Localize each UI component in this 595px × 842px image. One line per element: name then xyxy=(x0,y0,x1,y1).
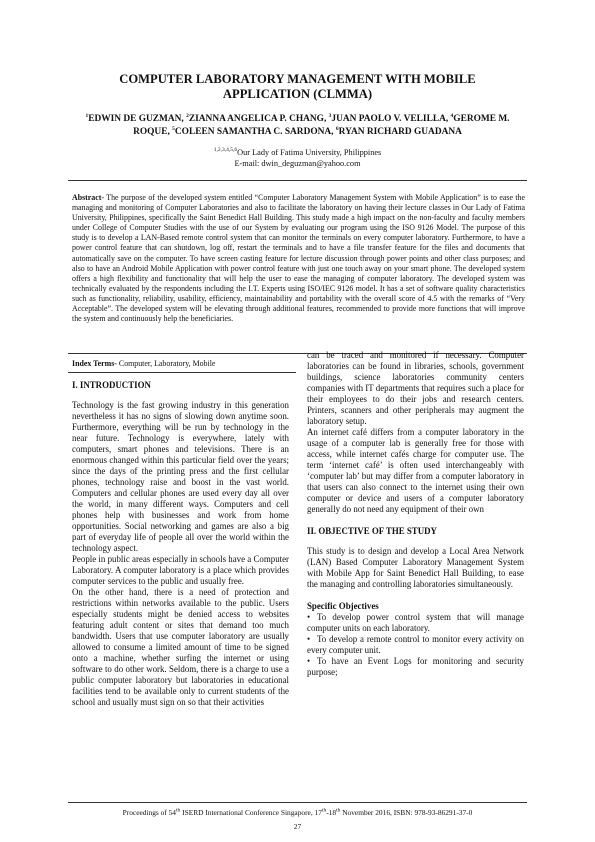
page-number: 27 xyxy=(293,822,302,831)
bullet-icon: • xyxy=(307,612,311,622)
intro-paragraph-2: People in public areas especially in schools have a Computer Laboratory. A computer laboratory is a place which provides computer services to the public and usually free. xyxy=(72,554,289,586)
author-list xyxy=(70,113,525,138)
abstract-label: Abstract- xyxy=(72,193,104,202)
section-heading-objective: II. OBJECTIVE OF THE STUDY xyxy=(307,526,437,536)
affiliation-email: E-mail: dwin_deguzman@yahoo.com xyxy=(234,159,361,168)
author-5-index: 5 xyxy=(172,125,175,132)
author-6: RYAN RICHARD GUADANA xyxy=(338,126,462,137)
index-terms-rule xyxy=(68,372,296,373)
right-column xyxy=(307,350,524,678)
footer-sup-1: th xyxy=(176,807,181,814)
bullet-icon: • xyxy=(307,656,311,666)
objective-bullet-text: To develop power control system that will manage computer units on each laboratory. xyxy=(307,612,524,633)
left-column xyxy=(72,380,289,708)
abstract-top-rule xyxy=(68,180,527,181)
intro-paragraph-4: can be traced and monitored if necessary. Computer laboratories can be found in libraries, schools, government buildings, science laboratories community centers companies with IT departments that requires such a place for their employees to do their jobs and research centers. Printers, scanners and other peripherals may augment the laboratory setup. xyxy=(307,350,524,426)
author-4-index: 4 xyxy=(450,112,454,119)
bullet-icon: • xyxy=(307,634,311,644)
author-2-index: 2 xyxy=(186,112,189,119)
title-line-2: APPLICATION (CLMMA) xyxy=(222,87,373,101)
footer-text-4: November 2016, ISBN: 978-93-86291-37-0 xyxy=(340,808,473,817)
objective-paragraph: This study is to design and develop a Local Area Network (LAN) Based Computer Laboratory Management System with Mobile App for Saint Benedict Hall Building, to ease the managing and controlling laboratories simultaneously. xyxy=(307,546,524,589)
objective-bullet-2 xyxy=(307,634,524,656)
footer-sup-2: th xyxy=(321,807,327,814)
footer-text-1: Proceedings of 54 xyxy=(122,808,177,817)
proceedings-footer xyxy=(60,808,535,817)
author-6-index: 6 xyxy=(335,125,339,132)
section-heading-introduction: I. INTRODUCTION xyxy=(72,380,151,390)
intro-paragraph-5: An internet café differs from a computer laboratory in the usage of a computer lab is generally free for those with access, while internet cafés charge for computer use. The term ‘internet café’ is often used interchangeably with ‘computer lab’ but may differ from a computer laboratory in that users can also connect to the internet using their own computer or device and users of a computer laboratory generally do not need any equipment of their own xyxy=(307,427,524,514)
author-4: GEROME M. ROQUE, xyxy=(133,114,510,137)
objective-bullet-text: To develop a remote control to monitor every activity on every computer unit. xyxy=(307,634,524,655)
author-3: JUAN PAOLO V. VELILLA, xyxy=(331,114,451,124)
specific-objectives-heading: Specific Objectives xyxy=(307,601,379,611)
affiliation-index: 1,2,3,4,5,6 xyxy=(213,147,238,154)
paper-title xyxy=(60,72,535,102)
title-line-1: COMPUTER LABORATORY MANAGEMENT WITH MOBILE xyxy=(119,72,476,86)
author-5: COLEEN SAMANTHA C. SARDONA, xyxy=(174,126,336,137)
affiliation-institution: Our Lady of Fatima University, Philippines xyxy=(237,148,382,157)
abstract xyxy=(72,193,525,324)
footer-text-2: ISERD International Conference Singapore, 17 xyxy=(180,808,322,817)
footer-text-3: -18 xyxy=(326,808,337,817)
index-terms-label: Index Terms- xyxy=(72,359,117,368)
objective-bullet-3 xyxy=(307,656,524,678)
author-1-index: 1 xyxy=(85,112,89,119)
index-terms-text: Computer, Laboratory, Mobile xyxy=(116,359,216,368)
abstract-text: The purpose of the developed system entitled “Computer Laboratory Management System with Mobile Application” is to ease the managing and monitoring of Computer Laboratories and also to facilitate the laboratory on having their lecture classes in Our Lady of Fatima University, Philippines, specifically the Saint Benedict Hall Building. This study made a high impact on the non-faculty and faculty members under College of Computer Studies with the use of our System by evaluating our program using the ISO 9126 Model. The purpose of this study is to develop a LAN-Based remote control system that can monitor the terminals on every computer laboratory. Furthermore, to have a power control feature that can shutdown, log off, restart the terminals and to have a file transfer feature for the files and documents that automatically save on the computer. To have screen casting feature for lecture discussion through power points and other class purposes; and also to have an Android Mobile Application with power control feature with just one touch away on your smart phone. The developed system offers a high flexibility and functionality that will help the user to ease the managing of computer laboratory. The developed system was technically evaluated by the respondents including the I.T. Experts using ISO/IEC 9126 model. It has a set of software quality characteristics such as functionality, reliability, usability, efficiency, maintainability and portability with the overall score of 4.5 with the remarks of “Very Acceptable”. The developed system will be elevating through additional features, recommended to provide more functions that will improve the system and continuously help the beneficiaries. xyxy=(72,193,525,324)
author-2: ZIANNA ANGELICA P. CHANG, xyxy=(188,114,329,124)
intro-paragraph-1: Technology is the fast growing industry in this generation nevertheless it has no signs of slowing down anytime soon. Furthermore, everything will be run by technology in the near future. Technology is everywhere, lately with computers, smart phones and televisions. There is an enormous changed within this particular field over the years; since the days of the printing press and the first cellular phones, technology raise and boost in the vast world. Computers and cellular phones are used every day all over the world, in many different ways. Computers and cell phones help with businesses and work from home opportunities. Social networking and games are also a big part of everyday life of people all over the world within the technology aspect. xyxy=(72,400,289,553)
affiliation xyxy=(120,147,475,169)
author-1: EDWIN DE GUZMAN, xyxy=(88,114,187,124)
author-3-index: 3 xyxy=(328,112,332,119)
objective-bullet-1 xyxy=(307,612,524,634)
objective-bullet-text: To have an Event Logs for monitoring and security purpose; xyxy=(307,656,524,677)
intro-paragraph-3: On the other hand, there is a need of protection and restrictions within networks available to the public. Users especially students might be denied access to websites featuring adult content or sites that demand too much bandwidth. Users that use computer laboratory are usually allowed to consume a limited amount of time to be signed onto a machine, whether surfing the internet or using software to do other work. Seldom, there is a charge to use a public computer laboratory but laboratories in educational facilities tend to be available only to current students of the school and usually must sign on so that their activities xyxy=(72,587,289,707)
footer-rule xyxy=(68,802,527,803)
footer-sup-3: th xyxy=(336,807,341,814)
